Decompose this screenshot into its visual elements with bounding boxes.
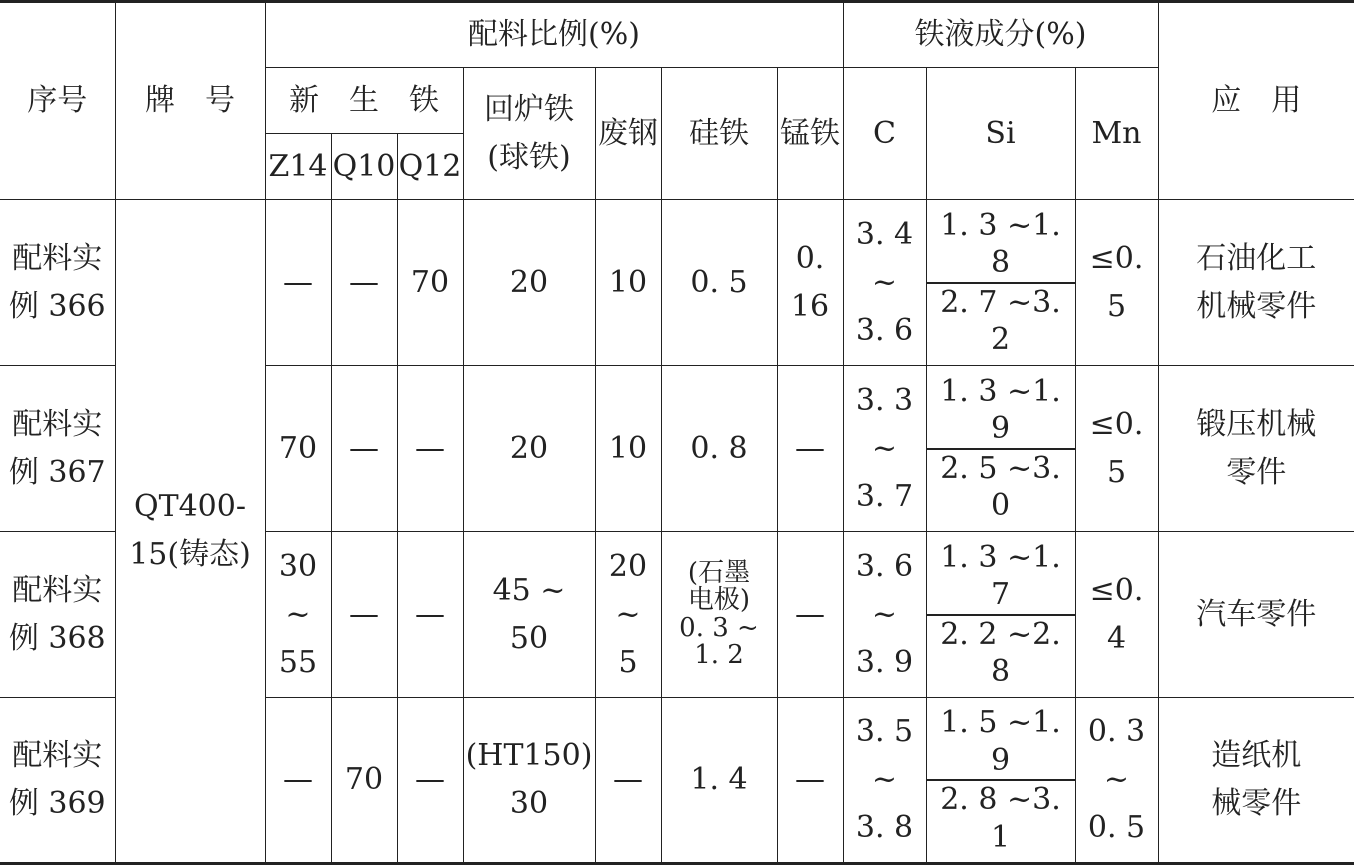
si-denominator: 2. 8 ~3. 1 — [940, 782, 1061, 855]
header-si: Si — [926, 68, 1075, 200]
c-line-2: 3. 9 — [855, 644, 914, 680]
c-line-1: 3. 6 ~ — [855, 548, 914, 632]
c-line-2: 3. 8 — [855, 810, 914, 845]
return-iron-cell — [463, 532, 595, 698]
c-line-2: 3. 7 — [855, 478, 914, 514]
c-cell — [843, 366, 926, 532]
return-iron-cell: 20 — [463, 200, 595, 366]
z14-cell — [265, 532, 331, 698]
header-grade: 牌 号 — [115, 2, 265, 200]
application-line-1: 锻压机械 — [1196, 406, 1317, 442]
z14-cell: — — [265, 698, 331, 864]
si-denominator: 2. 5 ~3. 0 — [940, 450, 1061, 523]
fesi-cell: 0. 8 — [661, 366, 777, 532]
header-seq: 序号 — [0, 2, 115, 200]
header-scrap-steel: 废钢 — [595, 68, 661, 200]
scrap-line-2: 5 — [618, 644, 638, 680]
scrap-cell — [595, 532, 661, 698]
fesi-cell — [661, 532, 777, 698]
c-cell — [843, 200, 926, 366]
seq-cell — [0, 366, 115, 532]
si-denominator: 2. 7 ~3. 2 — [940, 284, 1061, 357]
return-iron-cell: 20 — [463, 366, 595, 532]
si-cell — [926, 532, 1075, 698]
seq-line-2: 例 368 — [8, 620, 106, 656]
return-iron-line-2: 50 — [509, 620, 549, 656]
si-numerator: 1. 3 ~1. 8 — [927, 207, 1075, 284]
si-fraction — [927, 704, 1075, 856]
scrap-line-1: 20 ~ — [608, 548, 648, 632]
seq-line-1: 配料实 — [12, 572, 103, 608]
seq-line-2: 例 366 — [8, 288, 106, 324]
return-iron-cell — [463, 698, 595, 864]
femn-cell: 0. 16 — [777, 200, 843, 366]
si-numerator: 1. 5 ~1. 9 — [927, 704, 1075, 781]
application-line-1: 石油化工 — [1196, 240, 1317, 276]
femn-cell: — — [777, 366, 843, 532]
si-numerator: 1. 3 ~1. 7 — [927, 539, 1075, 616]
table-row — [0, 200, 1354, 366]
seq-cell — [0, 532, 115, 698]
mn-cell: ≤0. 4 — [1075, 532, 1158, 698]
return-iron-line-1: (HT150) — [465, 738, 593, 773]
seq-cell — [0, 200, 115, 366]
c-line-1: 3. 3 ~ — [855, 382, 914, 466]
header-return-iron-sub: (球铁) — [487, 139, 571, 175]
q10-cell: — — [331, 532, 397, 698]
mn-cell: ≤0. 5 — [1075, 366, 1158, 532]
q12-cell: — — [397, 366, 463, 532]
c-cell — [843, 698, 926, 864]
scrap-cell: — — [595, 698, 661, 864]
q12-cell: — — [397, 532, 463, 698]
header-q12: Q12 — [397, 134, 463, 200]
si-fraction — [927, 207, 1075, 359]
femn-cell: — — [777, 532, 843, 698]
z14-line-2: 55 — [278, 644, 318, 680]
q10-cell: — — [331, 366, 397, 532]
fesi-line-1: (石墨 — [687, 557, 751, 588]
scrap-cell: 10 — [595, 366, 661, 532]
header-ferromanganese: 锰铁 — [777, 68, 843, 200]
application-line-2: 机械零件 — [1196, 288, 1317, 324]
si-denominator: 2. 2 ~2. 8 — [940, 616, 1061, 689]
grade-line-1: QT400- — [133, 489, 246, 524]
c-cell — [843, 532, 926, 698]
c-line-2: 3. 6 — [855, 312, 914, 348]
seq-line-2: 例 369 — [8, 786, 106, 821]
application-cell: 汽车零件 — [1158, 532, 1354, 698]
header-q10: Q10 — [331, 134, 397, 200]
header-row-1 — [0, 2, 1354, 68]
mn-line-1: 0. 3 ~ — [1087, 714, 1146, 797]
mn-line-2: 0. 5 — [1087, 810, 1146, 845]
q10-cell: — — [331, 200, 397, 366]
fesi-cell: 1. 4 — [661, 698, 777, 864]
header-ratio-group: 配料比例(%) — [265, 2, 843, 68]
header-mn: Mn — [1075, 68, 1158, 200]
femn-cell: — — [777, 698, 843, 864]
c-line-1: 3. 4 ~ — [855, 216, 914, 300]
application-line-1: 造纸机 — [1211, 738, 1302, 773]
q12-cell: 70 — [397, 200, 463, 366]
q10-cell: 70 — [331, 698, 397, 864]
seq-line-1: 配料实 — [12, 240, 103, 276]
si-fraction — [927, 539, 1075, 691]
si-cell — [926, 698, 1075, 864]
fesi-line-4: 1. 2 — [694, 639, 744, 670]
z14-cell: 70 — [265, 366, 331, 532]
si-fraction — [927, 373, 1075, 525]
application-line-2: 零件 — [1226, 454, 1287, 490]
seq-cell — [0, 698, 115, 864]
fesi-line-3: 0. 3 ~ — [679, 612, 759, 643]
application-cell — [1158, 698, 1354, 864]
grade-line-2: 15(铸态) — [129, 537, 251, 572]
z14-cell: — — [265, 200, 331, 366]
header-return-iron — [463, 68, 595, 200]
header-z14: Z14 — [265, 134, 331, 200]
mn-cell — [1075, 698, 1158, 864]
si-cell — [926, 200, 1075, 366]
mn-cell: ≤0. 5 — [1075, 200, 1158, 366]
header-pig-iron: 新 生 铁 — [265, 68, 463, 134]
c-line-1: 3. 5 ~ — [855, 714, 914, 797]
return-iron-line-2: 30 — [509, 786, 549, 821]
header-c: C — [843, 68, 926, 200]
header-application: 应 用 — [1158, 2, 1354, 200]
header-return-iron-label: 回炉铁 — [484, 91, 574, 127]
seq-line-1: 配料实 — [12, 738, 103, 773]
application-cell — [1158, 200, 1354, 366]
si-cell — [926, 366, 1075, 532]
return-iron-line-1: 45 ~ — [492, 572, 566, 608]
seq-line-1: 配料实 — [12, 406, 103, 442]
application-line-2: 械零件 — [1211, 786, 1302, 821]
grade-cell — [115, 200, 265, 864]
header-composition-group: 铁液成分(%) — [843, 2, 1158, 68]
application-cell — [1158, 366, 1354, 532]
header-ferrosilicon: 硅铁 — [661, 68, 777, 200]
si-numerator: 1. 3 ~1. 9 — [927, 373, 1075, 450]
fesi-cell: 0. 5 — [661, 200, 777, 366]
seq-line-2: 例 367 — [8, 454, 106, 490]
scrap-cell: 10 — [595, 200, 661, 366]
z14-line-1: 30 ~ — [278, 548, 318, 632]
fesi-line-2: 电极) — [687, 585, 751, 616]
q12-cell: — — [397, 698, 463, 864]
